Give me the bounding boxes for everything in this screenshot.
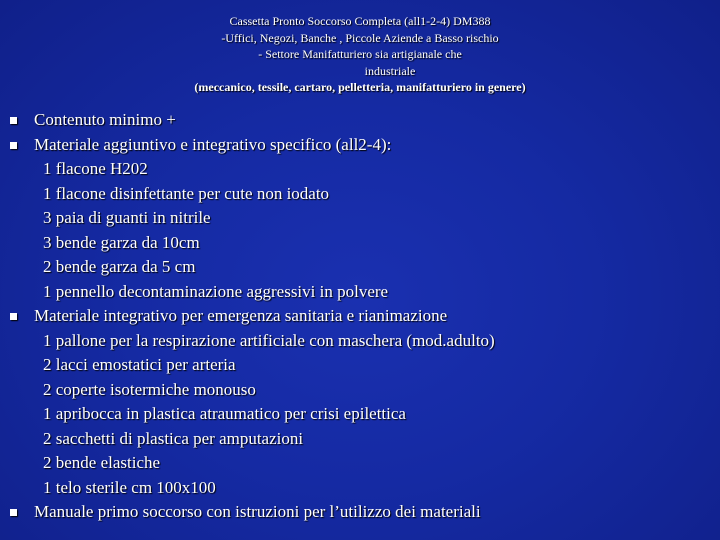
slide-title bbox=[120, 13, 600, 96]
sub-item: 2 lacci emostatici per arteria bbox=[43, 355, 236, 374]
list-item-label: Materiale integrativo per emergenza sanitaria e rianimazione bbox=[34, 306, 448, 325]
sub-item: 1 telo sterile cm 100x100 bbox=[43, 477, 216, 497]
sub-item: 3 paia di guanti in nitrile bbox=[43, 208, 211, 227]
sub-item: 1 apribocca in plastica atraumatico per crisi epilettica bbox=[43, 404, 406, 423]
title-line: industriale bbox=[364, 63, 416, 78]
title-line: - Settore Manifatturiero sia artigianale che bbox=[258, 47, 462, 61]
list-item-label: Materiale aggiuntivo e integrativo specifico (all2-4): bbox=[34, 134, 392, 154]
sub-item: 1 flacone disinfettante per cute non iodato bbox=[43, 183, 330, 203]
square-bullet-icon bbox=[10, 509, 17, 516]
sub-item: 1 flacone H202 bbox=[43, 159, 148, 178]
list-item bbox=[10, 304, 710, 500]
square-bullet-icon bbox=[10, 117, 17, 124]
title-line: Cassetta Pronto Soccorso Completa (all1-2-4) DM388 bbox=[229, 14, 491, 28]
sub-item: 2 bende elastiche bbox=[43, 453, 161, 472]
sub-item: 1 pallone per la respirazione artificiale con maschera (mod.adulto) bbox=[43, 330, 495, 350]
title-line: -Uffici, Negozi, Banche , Piccole Aziende a Basso rischio bbox=[221, 30, 499, 45]
list-item-label: Manuale primo soccorso con istruzioni per l’utilizzo dei materiali bbox=[34, 502, 481, 521]
list-item bbox=[10, 133, 710, 305]
sub-item: 2 bende garza da 5 cm bbox=[43, 257, 196, 276]
list-item bbox=[10, 500, 710, 525]
sub-item: 2 coperte isotermiche monouso bbox=[43, 379, 256, 399]
square-bullet-icon bbox=[10, 142, 17, 149]
content-list bbox=[10, 108, 710, 525]
list-item-label: Contenuto minimo + bbox=[34, 110, 176, 129]
title-line: (meccanico, tessile, cartaro, pelletteria, manifatturiero in genere) bbox=[194, 80, 526, 94]
sub-item: 1 pennello decontaminazione aggressivi in polvere bbox=[43, 281, 389, 301]
square-bullet-icon bbox=[10, 313, 17, 320]
sub-item: 3 bende garza da 10cm bbox=[43, 232, 200, 252]
sub-item: 2 sacchetti di plastica per amputazioni bbox=[43, 428, 304, 448]
list-item bbox=[10, 108, 710, 133]
